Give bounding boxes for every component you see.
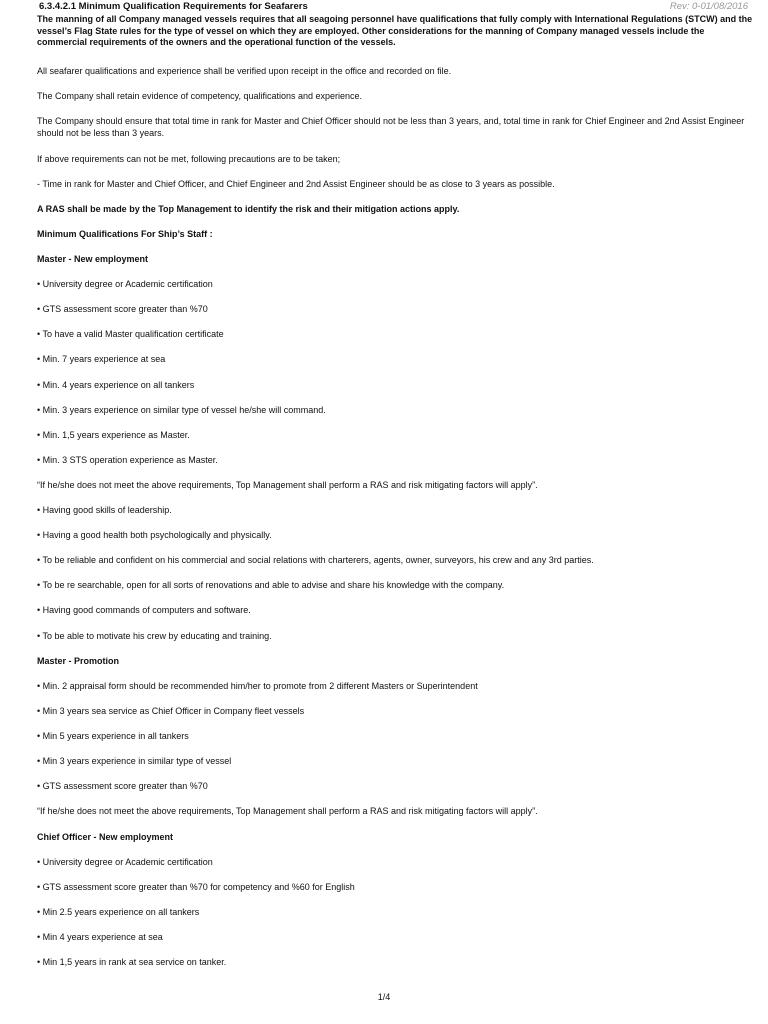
master-promo-heading: Master - Promotion bbox=[37, 656, 120, 666]
paragraph: If above requirements can not be met, following precautions are to be taken; bbox=[37, 154, 341, 164]
list-item: • Min. 1,5 years experience as Master. bbox=[37, 430, 190, 440]
list-item: • To be re searchable, open for all sorts of renovations and able to advise and share his knowledge with the company. bbox=[37, 580, 505, 590]
list-item: • GTS assessment score greater than %70 bbox=[37, 304, 208, 314]
list-item: • Min 3 years sea service as Chief Officer in Company fleet vessels bbox=[37, 706, 305, 716]
chief-officer-heading: Chief Officer - New employment bbox=[37, 832, 174, 842]
list-item: • Min. 2 appraisal form should be recommended him/her to promote from 2 different Masters or Superintendent bbox=[37, 681, 478, 691]
list-item: • Min 1,5 years in rank at sea service on tanker. bbox=[37, 957, 227, 967]
intro-paragraph: The manning of all Company managed vessels requires that all seagoing personnel have qualifications that fully comply with International Regulations (STCW) and the vessel’s Flag State rules for the type of vessel on which they are employed. Other considerations for the manning of Company managed vessels include the commercial requirements of the owners and the operational function of the vessels. bbox=[37, 14, 753, 47]
min-qual-heading: Minimum Qualifications For Ship’s Staff : bbox=[37, 229, 213, 239]
list-item: • Min 5 years experience in all tankers bbox=[37, 731, 189, 741]
list-item: • University degree or Academic certification bbox=[37, 279, 213, 289]
list-item: • Min 4 years experience at sea bbox=[37, 932, 163, 942]
list-item: • Min 3 years experience in similar type of vessel bbox=[37, 756, 232, 766]
list-item: • Min. 3 years experience on similar type of vessel he/she will command. bbox=[37, 405, 326, 415]
paragraph: All seafarer qualifications and experience shall be verified upon receipt in the office and recorded on file. bbox=[37, 66, 452, 76]
ras-note: A RAS shall be made by the Top Management to identify the risk and their mitigation actions apply. bbox=[37, 204, 460, 214]
page-number: 1/4 bbox=[377, 992, 391, 1002]
list-item: • University degree or Academic certification bbox=[37, 857, 213, 867]
revision-label: Rev: 0-01/08/2016 bbox=[669, 1, 748, 12]
list-item: • GTS assessment score greater than %70 for competency and %60 for English bbox=[37, 882, 355, 892]
list-item: • To be reliable and confident on his commercial and social relations with charterers, agents, owner, surveyors, his crew and any 3rd parties. bbox=[37, 555, 594, 565]
list-item: • To be able to motivate his crew by educating and training. bbox=[37, 631, 272, 641]
list-item: • Min 2.5 years experience on all tankers bbox=[37, 907, 200, 917]
paragraph: - Time in rank for Master and Chief Officer, and Chief Engineer and 2nd Assist Engineer should be as close to 3 years as possible. bbox=[37, 179, 555, 189]
list-item: • Min. 3 STS operation experience as Master. bbox=[37, 455, 218, 465]
list-item: • GTS assessment score greater than %70 bbox=[37, 781, 208, 791]
paragraph: The Company should ensure that total time in rank for Master and Chief Officer should not be less than 3 years, and, total time in rank for Chief Engineer and 2nd Assist Engineer should not be less than 3 years. bbox=[37, 116, 745, 138]
list-item: • Min. 4 years experience on all tankers bbox=[37, 380, 195, 390]
list-item: • To have a valid Master qualification certificate bbox=[37, 329, 224, 339]
master-new-heading: Master - New employment bbox=[37, 254, 149, 264]
ras-quote: “If he/she does not meet the above requirements, Top Management shall perform a RAS and risk mitigating factors will apply”. bbox=[37, 480, 538, 490]
section-title: 6.3.4.2.1 Minimum Qualification Requirements for Seafarers bbox=[39, 1, 308, 12]
ras-quote: “If he/she does not meet the above requirements, Top Management shall perform a RAS and risk mitigating factors will apply”. bbox=[37, 806, 538, 816]
list-item: • Having good commands of computers and software. bbox=[37, 605, 251, 615]
list-item: • Min. 7 years experience at sea bbox=[37, 354, 166, 364]
paragraph: The Company shall retain evidence of competency, qualifications and experience. bbox=[37, 91, 363, 101]
list-item: • Having a good health both psychologically and physically. bbox=[37, 530, 272, 540]
list-item: • Having good skills of leadership. bbox=[37, 505, 172, 515]
intro-block bbox=[37, 14, 755, 49]
